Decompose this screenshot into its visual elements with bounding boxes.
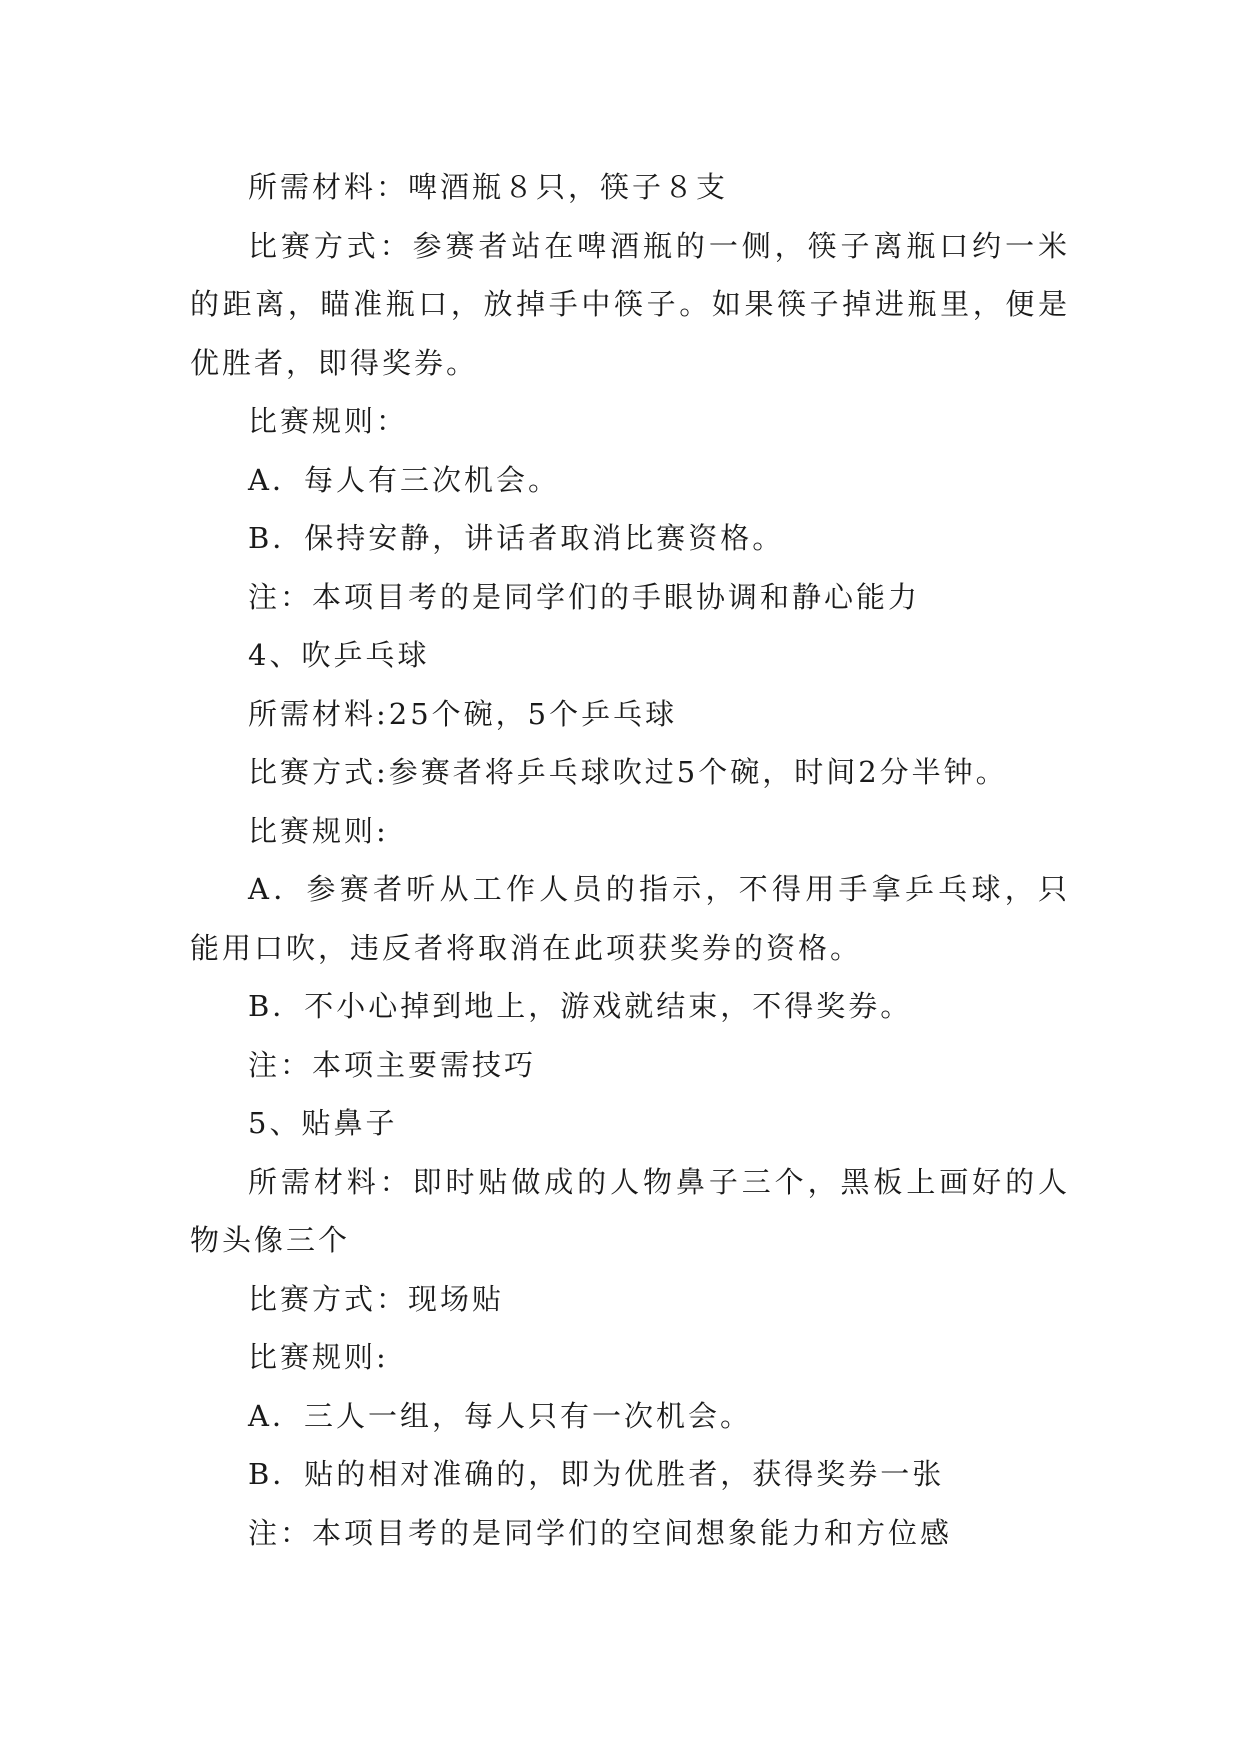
note-pingpong: 注：本项主要需技巧 bbox=[248, 1047, 537, 1082]
materials-paragraph-chopsticks: 所需材料：啤酒瓶８只，筷子８支 bbox=[248, 170, 729, 204]
rule-b-nose: B．贴的相对准确的，即为优胜者，获得奖券一张 bbox=[248, 1457, 945, 1491]
rule-b-pingpong: B．不小心掉到地上，游戏就结束，不得奖券。 bbox=[248, 989, 913, 1023]
rule-a-nose: A．三人一组，每人只有一次机会。 bbox=[248, 1398, 752, 1433]
section-heading-stick-nose: 5、贴鼻子 bbox=[248, 1106, 398, 1140]
document-body bbox=[190, 158, 1070, 1562]
rules-heading-nose: 比赛规则: bbox=[248, 1340, 389, 1374]
rule-a-pingpong: A．参赛者听从工作人员的指示，不得用手拿乒乓球，只能用口吹，违反者将取消在此项获奖券的资格。 bbox=[190, 872, 1070, 965]
note-chopsticks: 注：本项目考的是同学们的手眼协调和静心能力 bbox=[248, 579, 921, 614]
rules-heading-pingpong: 比赛规则: bbox=[248, 813, 389, 848]
section-heading-blow-pingpong: 4、吹乒乓球 bbox=[248, 638, 430, 672]
rule-a-chopsticks: A．每人有三次机会。 bbox=[248, 462, 560, 497]
method-paragraph-chopsticks: 比赛方式：参赛者站在啤酒瓶的一侧，筷子离瓶口约一米的距离，瞄准瓶口，放掉手中筷子。如果筷子掉进瓶里，便是优胜者，即得奖券。 bbox=[190, 228, 1070, 380]
materials-paragraph-pingpong: 所需材料:25个碗，5个乒乓球 bbox=[248, 696, 678, 731]
rule-b-chopsticks: B．保持安静，讲话者取消比赛资格。 bbox=[248, 521, 785, 555]
rules-heading-chopsticks: 比赛规则： bbox=[248, 404, 409, 438]
method-paragraph-pingpong: 比赛方式:参赛者将乒乓球吹过5个碗，时间2分半钟。 bbox=[248, 755, 1008, 789]
materials-paragraph-nose: 所需材料：即时贴做成的人物鼻子三个，黑板上画好的人物头像三个 bbox=[190, 1164, 1070, 1257]
method-paragraph-nose: 比赛方式：现场贴 bbox=[248, 1281, 505, 1316]
note-nose: 注：本项目考的是同学们的空间想象能力和方位感 bbox=[248, 1515, 953, 1550]
